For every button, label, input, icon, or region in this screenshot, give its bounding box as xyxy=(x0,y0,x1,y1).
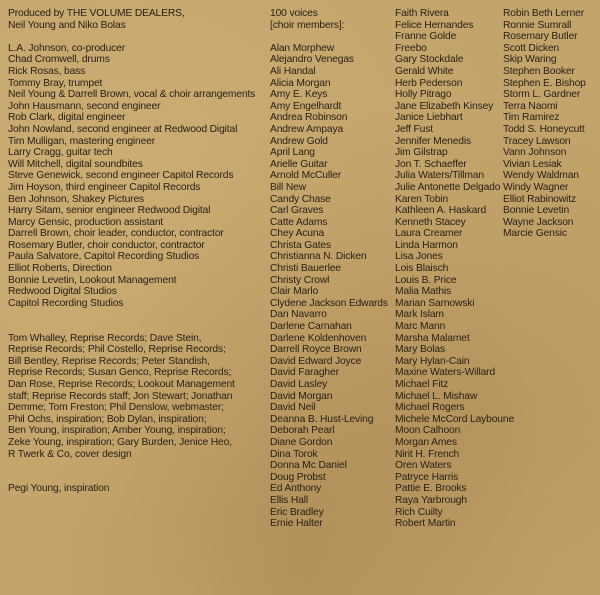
credit-line: Marcie Gensic xyxy=(503,228,567,240)
credit-line: Catte Adams xyxy=(270,216,328,228)
credit-line: Alejandro Venegas xyxy=(270,54,354,66)
credit-line: Bill Bentley, Reprise Records; Peter Standish, xyxy=(8,355,210,367)
credit-line: Vann Johnson xyxy=(503,147,567,159)
credit-line: Laura Creamer xyxy=(395,228,463,240)
spacer xyxy=(8,472,263,484)
credit-line: Linda Harmon xyxy=(395,239,458,251)
credit-line: Rosemary Butler xyxy=(503,31,578,43)
credit-line: John Nowland, second engineer at Redwood Digital xyxy=(8,123,238,135)
credit-line: Amy Engelhardt xyxy=(270,100,342,112)
credit-line: Tim Mulligan, mastering engineer xyxy=(8,135,156,147)
credit-line: Marc Mann xyxy=(395,321,446,333)
credit-line: Christa Gates xyxy=(270,239,331,251)
credit-line: Robin Beth Lerner xyxy=(503,8,585,19)
credit-line: Deborah Pearl xyxy=(270,425,335,437)
credit-line: David Lasley xyxy=(270,379,328,390)
credit-line: Morgan Ames xyxy=(395,436,457,448)
credit-line: Ellis Hall xyxy=(270,494,308,506)
credit-line: Tracey Lawson xyxy=(503,135,571,147)
credit-line: Darrell Royce Brown xyxy=(270,344,362,356)
credit-line: Raya Yarbrough xyxy=(395,494,467,506)
credit-line: Jim Hoyson, third engineer Capitol Records xyxy=(8,181,201,193)
credit-line: Gary Stockdale xyxy=(395,54,464,66)
credit-line: Malia Mathis xyxy=(395,286,451,298)
credit-line: Darlene Koldenhoven xyxy=(270,332,367,344)
choir-members-column-1 xyxy=(270,8,395,530)
credit-line: Lisa Jones xyxy=(395,251,443,263)
credit-line: John Hausmann, second engineer xyxy=(8,100,161,112)
credit-line: Dan Rose, Reprise Records; Lookout Management xyxy=(8,379,235,390)
credit-line: Produced by THE VOLUME DEALERS, xyxy=(8,8,185,19)
credit-line: Mary Bolas xyxy=(395,344,445,356)
credit-line: Lois Blaisch xyxy=(395,263,449,275)
credit-line: R Twerk & Co, cover design xyxy=(8,448,132,460)
credit-line: Herb Pederson xyxy=(395,77,463,89)
credit-line: Bonnie Levetin, Lookout Management xyxy=(8,274,177,286)
production-credits-column xyxy=(8,8,263,495)
credit-line: Holly Pitrago xyxy=(395,89,452,101)
credit-line: Eric Bradley xyxy=(270,506,324,518)
credit-line: Doug Probst xyxy=(270,471,326,483)
credit-line: Redwood Digital Studios xyxy=(8,286,117,298)
credit-line: Tommy Bray, trumpet xyxy=(8,77,103,89)
credit-line: Reprise Records; Phil Costello, Reprise Records; xyxy=(8,344,226,356)
credit-line: Capitol Recording Studios xyxy=(8,297,124,309)
credit-line: Oren Waters xyxy=(395,460,452,472)
credit-line: Darlene Carnahan xyxy=(270,321,352,333)
credit-line: Wayne Jackson xyxy=(503,216,574,228)
choir-members-column-3 xyxy=(503,8,598,240)
credit-line: Freebo xyxy=(395,42,427,54)
credit-line: Michele McCord Layboune xyxy=(395,413,515,425)
credit-line: Scott Dicken xyxy=(503,42,559,54)
credit-line: Rick Rosas, bass xyxy=(8,65,86,77)
credit-line: Rich Cuilty xyxy=(395,506,443,518)
credit-line: Kathleen A. Haskard xyxy=(395,205,487,217)
credit-line: Christianna N. Dicken xyxy=(270,251,367,263)
credit-line: Ernie Halter xyxy=(270,518,323,530)
credit-line: Janice Liebhart xyxy=(395,112,463,124)
credit-line: Todd S. Honeycutt xyxy=(503,123,585,135)
credit-line: Phil Ochs, inspiration; Bob Dylan, inspiration; xyxy=(8,413,207,425)
credit-line: Dina Torok xyxy=(270,448,318,460)
credit-line: Clair Marlo xyxy=(270,286,319,298)
credit-line: Andrew Ampaya xyxy=(270,123,344,135)
credit-line: Stephen E. Bishop xyxy=(503,77,586,89)
credit-line: Mark Islam xyxy=(395,309,444,321)
credit-line: Diane Gordon xyxy=(270,436,333,448)
credit-line: Harry Sitam, senior engineer Redwood Digital xyxy=(8,205,211,217)
credit-line: Clydene Jackson Edwards xyxy=(270,297,388,309)
spacer xyxy=(8,309,263,321)
spacer xyxy=(8,460,263,472)
credit-line: April Lang xyxy=(270,147,315,159)
credit-line: Demme; Tom Freston; Phil Denslow, webmaster; xyxy=(8,402,224,414)
credit-line: Julie Antonette Delgado xyxy=(395,181,501,193)
credit-line: Dan Navarro xyxy=(270,309,327,321)
credit-line: Michael Fitz xyxy=(395,379,449,390)
credit-line: Wendy Waldman xyxy=(503,170,579,182)
credit-line: Ben Johnson, Shakey Pictures xyxy=(8,193,145,205)
credit-line: Paula Salvatore, Capitol Recording Studios xyxy=(8,251,200,263)
credit-line: David Edward Joyce xyxy=(270,355,362,367)
credit-line: David Morgan xyxy=(270,390,333,402)
credit-line: David Faragher xyxy=(270,367,339,379)
credit-line: Gerald White xyxy=(395,65,454,77)
credit-line: Windy Wagner xyxy=(503,181,569,193)
credit-line: Terra Naomi xyxy=(503,100,558,112)
credit-line: Michael L. Mishaw xyxy=(395,390,478,402)
credit-line: Deanna B. Hust-Leving xyxy=(270,413,374,425)
credit-line: Andrea Robinson xyxy=(270,112,348,124)
credit-line: Jeff Fust xyxy=(395,123,433,135)
credit-line: Stephen Booker xyxy=(503,65,575,77)
credit-line: Vivian Lesiak xyxy=(503,158,562,170)
spacer xyxy=(8,321,263,333)
choir-members-column-2 xyxy=(395,8,515,530)
credit-line: Ronnie Sumrall xyxy=(503,19,572,31)
credit-line: Arnold McCuller xyxy=(270,170,341,182)
credit-line: Will Mitchell, digital soundbites xyxy=(8,158,143,170)
credit-line: Felice Hernandes xyxy=(395,19,474,31)
credit-line: Jennifer Menedis xyxy=(395,135,472,147)
credit-line: [choir members]: xyxy=(270,19,345,31)
credit-line: Skip Waring xyxy=(503,54,557,66)
credit-line: Christy Crowl xyxy=(270,274,330,286)
credit-line: Ali Handal xyxy=(270,65,316,77)
credit-line: Zeke Young, inspiration; Gary Burden, Jenice Heo, xyxy=(8,436,232,448)
credit-line: Bonnie Levetin xyxy=(503,205,570,217)
credit-line: Nirit H. French xyxy=(395,448,460,460)
credit-line: Pegi Young, inspiration xyxy=(8,483,110,495)
spacer xyxy=(270,31,395,43)
credit-line: Maxine Waters-Willard xyxy=(395,367,496,379)
credit-line: Moon Calhoon xyxy=(395,425,461,437)
credit-line: Franne Golde xyxy=(395,31,457,43)
credit-line: Patryce Harris xyxy=(395,471,459,483)
credit-line: Storm L. Gardner xyxy=(503,89,581,101)
credit-line: Andrew Gold xyxy=(270,135,328,147)
credit-line: L.A. Johnson, co-producer xyxy=(8,42,126,54)
credit-line: Pattie E. Brooks xyxy=(395,483,467,495)
credit-line: Alan Morphew xyxy=(270,42,335,54)
credit-line: Marsha Malamet xyxy=(395,332,470,344)
credit-line: Faith Rivera xyxy=(395,8,449,19)
credit-line: Alicia Morgan xyxy=(270,77,331,89)
credit-line: Elliot Rabinowitz xyxy=(503,193,576,205)
credit-line: Donna Mc Daniel xyxy=(270,460,347,472)
credit-line: Neil Young and Niko Bolas xyxy=(8,19,126,31)
credit-line: Ed Anthony xyxy=(270,483,322,495)
credit-line: Christi Bauerlee xyxy=(270,263,341,275)
credit-line: 100 voices xyxy=(270,8,318,19)
credit-line: Neil Young & Darrell Brown, vocal & choir arrangements xyxy=(8,89,256,101)
credit-line: Robert Martin xyxy=(395,518,456,530)
credit-line: Arielle Guitar xyxy=(270,158,328,170)
credit-line: Louis B. Price xyxy=(395,274,457,286)
credit-line: Kenneth Stacey xyxy=(395,216,466,228)
credit-line: Jon T. Schaeffer xyxy=(395,158,467,170)
credit-line: Ben Young, inspiration; Amber Young, inspiration; xyxy=(8,425,226,437)
credit-line: Tim Ramirez xyxy=(503,112,560,124)
credit-line: Jane Elizabeth Kinsey xyxy=(395,100,494,112)
credit-line: Carl Graves xyxy=(270,205,324,217)
credit-line: Mary Hylan-Cain xyxy=(395,355,470,367)
credit-line: Amy E. Keys xyxy=(270,89,328,101)
credit-line: Rosemary Butler, choir conductor, contractor xyxy=(8,239,205,251)
credit-line: Candy Chase xyxy=(270,193,331,205)
credit-line: David Neil xyxy=(270,402,316,414)
credit-line: Elliot Roberts, Direction xyxy=(8,263,112,275)
credit-line: Chey Acuna xyxy=(270,228,325,240)
credit-line: Steve Genewick, second engineer Capitol Records xyxy=(8,170,234,182)
credit-line: Jim Gilstrap xyxy=(395,147,448,159)
credit-line: Rob Clark, digital engineer xyxy=(8,112,126,124)
credit-line: Julia Waters/Tillman xyxy=(395,170,484,182)
credit-line: Chad Cromwell, drums xyxy=(8,54,110,66)
credit-line: Reprise Records; Susan Genco, Reprise Records; xyxy=(8,367,232,379)
credit-line: Bill New xyxy=(270,181,306,193)
credit-line: Michael Rogers xyxy=(395,402,465,414)
credit-line: Karen Tobin xyxy=(395,193,449,205)
credit-line: staff; Reprise Records staff; Jon Stewart; Jonathan xyxy=(8,390,233,402)
credit-line: Marcy Gensic, production assistant xyxy=(8,216,164,228)
credit-line: Tom Whalley, Reprise Records; Dave Stein, xyxy=(8,332,202,344)
credit-line: Marian Sarnowski xyxy=(395,297,475,309)
spacer xyxy=(8,31,263,43)
credit-line: Larry Cragg, guitar tech xyxy=(8,147,113,159)
credit-line: Darrell Brown, choir leader, conductor, contractor xyxy=(8,228,224,240)
